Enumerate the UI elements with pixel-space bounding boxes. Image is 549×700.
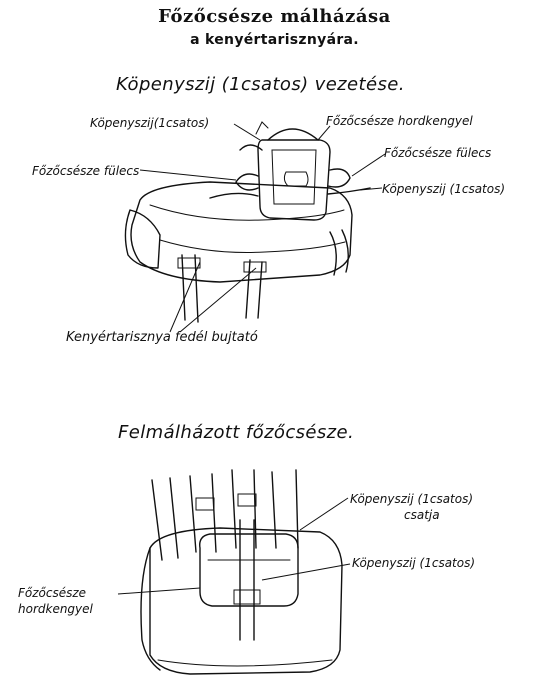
label-fulecs-left: Főzőcsésze fülecs bbox=[32, 164, 140, 178]
label-fulecs-right: Főzőcsésze fülecs bbox=[384, 146, 492, 160]
label-hordkengyel: Főzőcsésze hordkengyel bbox=[326, 114, 473, 128]
label-hordkengyel-line2: hordkengyel bbox=[18, 602, 93, 616]
label-kopenyszij-right: Köpenyszij (1csatos) bbox=[382, 182, 506, 196]
page-subtitle: a kenyértarisznyára. bbox=[190, 32, 359, 48]
page-title: Főzőcsésze málházása bbox=[158, 6, 391, 27]
section2-heading: Felmálházott főzőcsésze. bbox=[118, 422, 355, 443]
section1-heading: Köpenyszij (1csatos) vezetése. bbox=[116, 74, 405, 95]
label-csatja-line1: Köpenyszij (1csatos) bbox=[350, 492, 474, 506]
label-hordkengyel-line1: Főzőcsésze bbox=[18, 586, 87, 600]
top-bag-drawing bbox=[125, 122, 385, 332]
label-fedel-bujtato: Kenyértarisznya fedél bujtató bbox=[66, 330, 258, 345]
label-kopenyszij-2: Köpenyszij (1csatos) bbox=[352, 556, 476, 570]
label-csatja-line2: csatja bbox=[404, 508, 440, 522]
bottom-bag-drawing bbox=[118, 470, 350, 674]
label-kopenyszij-left: Köpenyszij(1csatos) bbox=[90, 116, 210, 130]
